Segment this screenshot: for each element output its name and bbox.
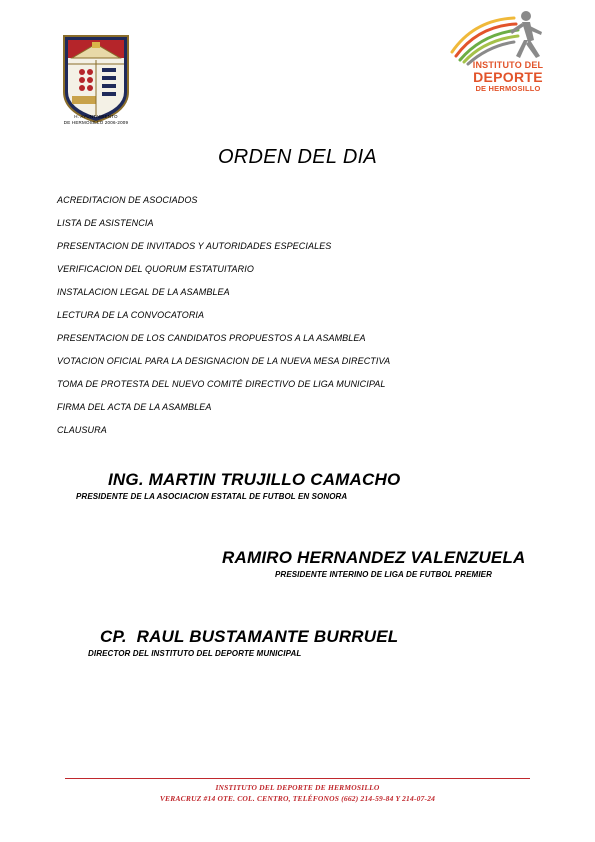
signatory-name: RAMIRO HERNANDEZ VALENZUELA (222, 548, 526, 567)
crest-caption-line-2: DE HERMOSILLO 2006-2009 (63, 119, 129, 125)
agenda-item: LISTA DE ASISTENCIA (57, 218, 154, 228)
signatory-role: PRESIDENTE DE LA ASOCIACION ESTATAL DE FUTBOL EN SONORA (76, 492, 348, 501)
crest-caption (56, 114, 136, 125)
footer (0, 782, 595, 804)
footer-institution: INSTITUTO DEL DEPORTE DE HERMOSILLO (215, 783, 380, 792)
agenda-item: INSTALACION LEGAL DE LA ASAMBLEA (57, 287, 230, 297)
institute-logo-line-3: DE HERMOSILLO (475, 84, 541, 93)
signatory-name: CP. RAUL BUSTAMANTE BURRUEL (100, 627, 399, 646)
institute-logo-line-1: INSTITUTO DEL (472, 60, 544, 70)
agenda-item: PRESENTACION DE INVITADOS Y AUTORIDADES ESPECIALES (57, 241, 332, 251)
agenda-item: ACREDITACION DE ASOCIADOS (57, 195, 198, 205)
crest-caption-line-1: H. AYUNTAMIENTO (74, 114, 118, 119)
agenda-item: TOMA DE PROTESTA DEL NUEVO COMITÉ DIRECTIVO DE LIGA MUNICIPAL (57, 379, 386, 389)
agenda-item: PRESENTACION DE LOS CANDIDATOS PROPUESTOS A LA ASAMBLEA (57, 333, 366, 343)
document-title: ORDEN DEL DIA (217, 146, 378, 168)
agenda-item: VERIFICACION DEL QUORUM ESTATUITARIO (57, 264, 254, 274)
signatory-role: DIRECTOR DEL INSTITUTO DEL DEPORTE MUNICIPAL (88, 649, 302, 658)
agenda-item: FIRMA DEL ACTA DE LA ASAMBLEA (57, 402, 212, 412)
footer-divider (65, 778, 530, 779)
agenda-item: CLAUSURA (57, 425, 107, 435)
agenda-item: VOTACION OFICIAL PARA LA DESIGNACION DE LA NUEVA MESA DIRECTIVA (57, 356, 391, 366)
agenda-list (57, 193, 390, 446)
footer-address: VERACRUZ #14 OTE. COL. CENTRO, TELÉFONOS (662) 214-59-84 Y 214-07-24 (159, 794, 436, 803)
signatory-role: PRESIDENTE INTERINO DE LIGA DE FUTBOL PREMIER (275, 570, 492, 579)
institute-logo-line-2: DEPORTE (473, 69, 543, 85)
institute-logo-text (466, 60, 550, 93)
signatory-name: ING. MARTIN TRUJILLO CAMACHO (108, 470, 401, 489)
agenda-item: LECTURA DE LA CONVOCATORIA (57, 310, 205, 320)
